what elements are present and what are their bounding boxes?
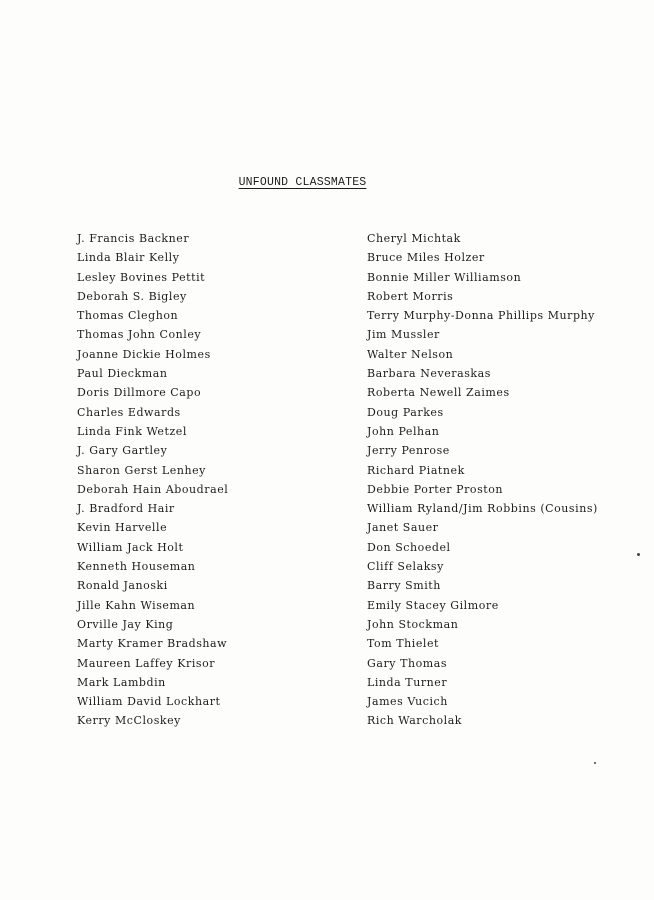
list-item: Linda Fink Wetzel [77, 424, 187, 438]
list-item: Jerry Penrose [367, 444, 450, 458]
list-item: Kerry McCloskey [77, 714, 181, 728]
list-item: Paul Dieckman [77, 367, 168, 381]
list-item: Kevin Harvelle [77, 521, 168, 535]
list-item: Bruce Miles Holzer [367, 251, 485, 265]
list-item: Walter Nelson [367, 347, 454, 361]
list-item: Bonnie Miller Williamson [367, 270, 522, 284]
list-item: Cliff Selaksy [367, 560, 444, 574]
list-item: William Ryland/Jim Robbins (Cousins) [367, 502, 598, 516]
list-item: Jim Mussler [367, 328, 440, 342]
list-item: Jille Kahn Wiseman [77, 598, 196, 612]
scan-speck [637, 553, 640, 556]
list-item: Linda Turner [367, 675, 448, 689]
list-item: J. Gary Gartley [77, 444, 168, 458]
list-item: Orville Jay King [77, 617, 174, 631]
list-item: Emily Stacey Gilmore [367, 598, 499, 612]
list-item: Cheryl Michtak [367, 232, 461, 245]
list-item: J. Francis Backner [77, 232, 190, 245]
list-item: Barbara Neveraskas [367, 367, 491, 381]
list-item: Charles Edwards [77, 405, 181, 419]
list-item: Tom Thielet [367, 637, 439, 651]
scan-speck [594, 762, 596, 764]
list-item: Marty Kramer Bradshaw [77, 637, 228, 651]
list-item: Thomas John Conley [77, 328, 202, 342]
list-item: Terry Murphy-Donna Phillips Murphy [367, 309, 595, 323]
list-item: Don Schoedel [367, 540, 451, 554]
list-item: Lesley Bovines Pettit [77, 270, 206, 284]
list-item: Deborah S. Bigley [77, 289, 187, 303]
list-item: Kenneth Houseman [77, 560, 196, 574]
list-item: Ronald Janoski [77, 579, 168, 593]
names-list-left [77, 229, 228, 731]
list-item: Robert Morris [367, 289, 454, 303]
list-item: James Vucich [367, 695, 448, 709]
list-item: Linda Blair Kelly [77, 251, 180, 265]
list-item: Gary Thomas [367, 656, 448, 670]
list-item: Maureen Laffey Krisor [77, 656, 216, 670]
list-item: Mark Lambdin [77, 675, 166, 689]
list-item: William David Lockhart [77, 695, 221, 709]
list-item: William Jack Holt [77, 540, 184, 554]
list-item: Richard Piatnek [367, 463, 465, 477]
list-item: John Pelhan [367, 424, 440, 438]
list-item: Deborah Hain Aboudrael [77, 482, 229, 496]
list-item: Janet Sauer [367, 521, 439, 535]
list-item: Doug Parkes [367, 405, 444, 419]
list-item: Sharon Gerst Lenhey [77, 463, 206, 477]
list-item: Rich Warcholak [367, 714, 463, 728]
list-item: Debbie Porter Proston [367, 482, 504, 496]
list-item: Barry Smith [367, 579, 441, 593]
list-item: J. Bradford Hair [77, 502, 175, 516]
page-title: UNFOUND CLASSMATES [238, 176, 367, 189]
list-item: John Stockman [367, 617, 459, 631]
list-item: Joanne Dickie Holmes [77, 347, 211, 361]
list-item: Thomas Cleghon [77, 309, 179, 323]
list-item: Roberta Newell Zaimes [367, 386, 510, 400]
list-item: Doris Dillmore Capo [77, 386, 202, 400]
names-list-right [367, 229, 598, 731]
